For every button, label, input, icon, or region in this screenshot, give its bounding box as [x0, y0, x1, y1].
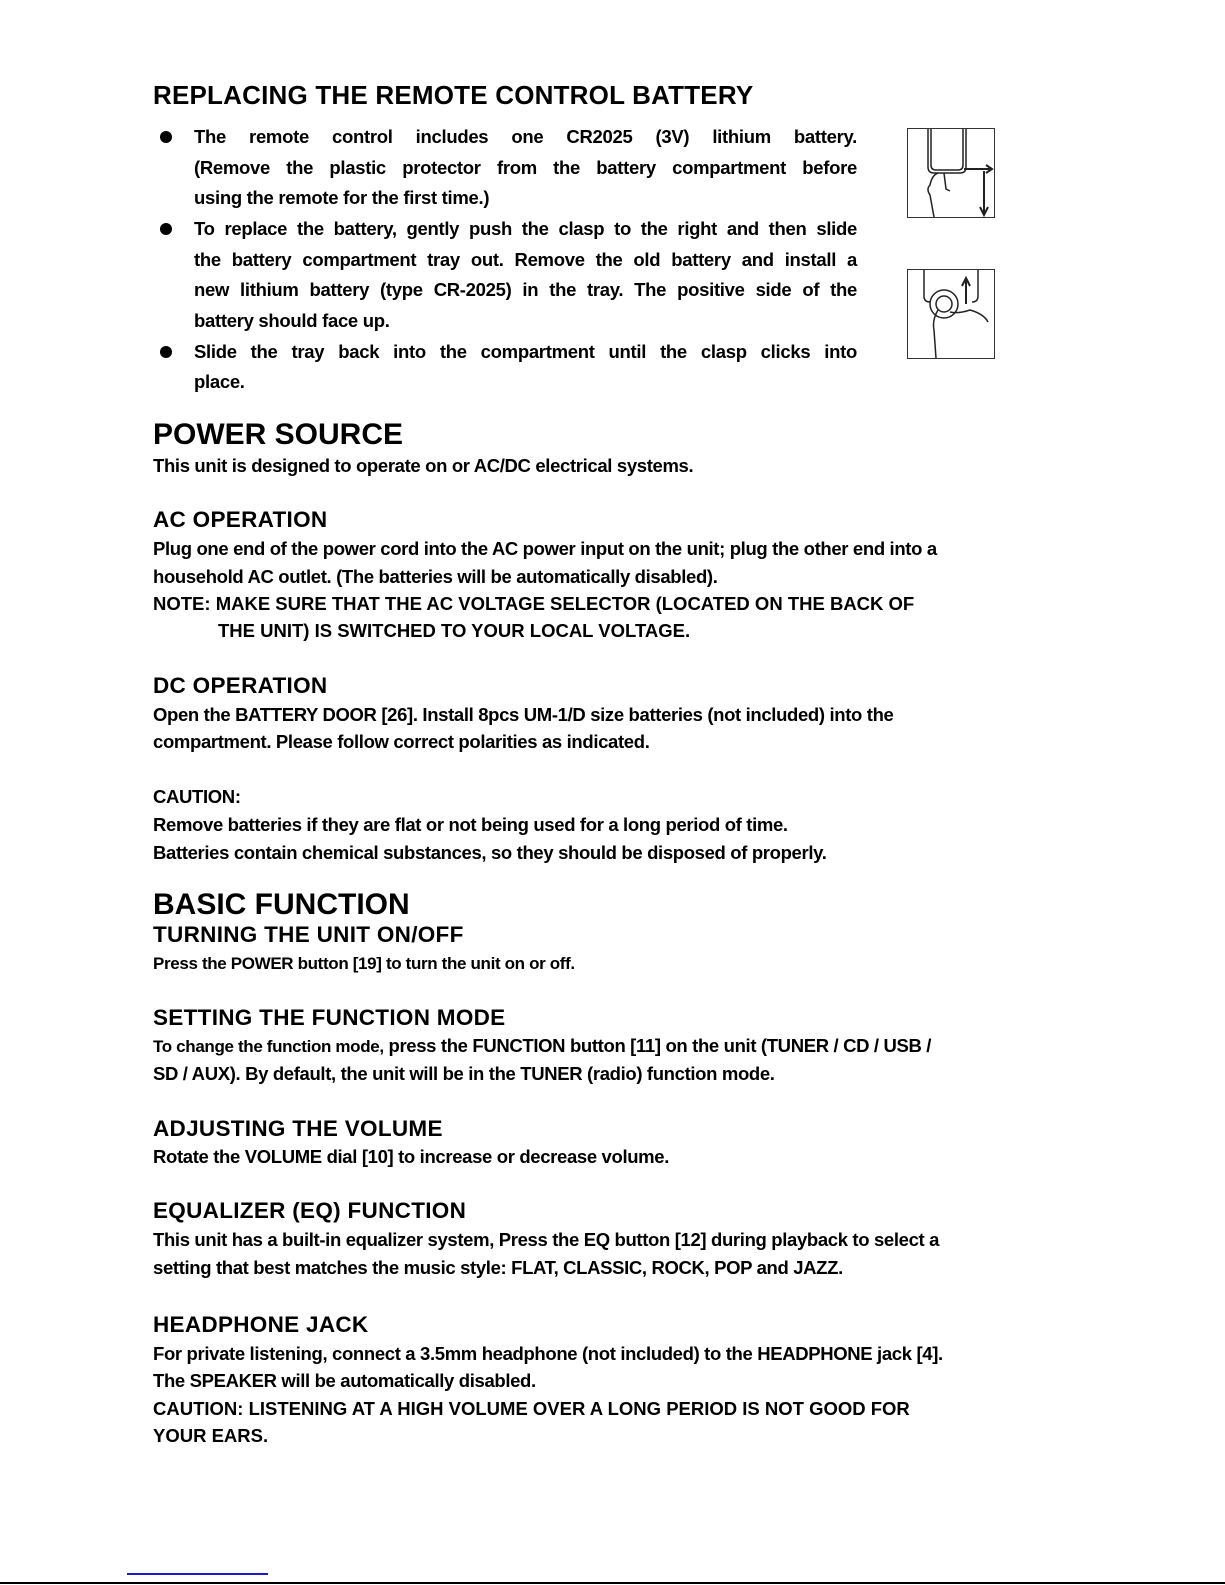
mode-line-start: To change the function mode, — [153, 1037, 384, 1056]
subsection-title-volume: ADJUSTING THE VOLUME — [153, 1116, 443, 1141]
headphone-line: For private listening, connect a 3.5mm headphone (not included) to the HEADPHONE jack [4]. — [153, 1343, 943, 1364]
bullet-line: The remote control includes one CR2025 (3V) lithium battery. — [194, 126, 857, 147]
headphone-caution: CAUTION: LISTENING AT A HIGH VOLUME OVER A LONG PERIOD IS NOT GOOD FOR — [153, 1398, 910, 1419]
ac-note: NOTE: MAKE SURE THAT THE AC VOLTAGE SELECTOR (LOCATED ON THE BACK OF — [153, 593, 915, 614]
dc-line: compartment. Please follow correct polarities as indicated. — [153, 731, 650, 752]
ac-note: THE UNIT) IS SWITCHED TO YOUR LOCAL VOLTAGE. — [218, 620, 691, 641]
dc-line: Open the BATTERY DOOR [26]. Install 8pcs UM-1/D size batteries (not included) into the — [153, 704, 894, 725]
bullet-line: using the remote for the first time.) — [194, 187, 490, 208]
headphone-line: The SPEAKER will be automatically disabled. — [153, 1370, 536, 1391]
subsection-title-ac: AC OPERATION — [153, 507, 328, 532]
ac-line: Plug one end of the power cord into the AC power input on the unit; plug the other end into a — [153, 538, 937, 559]
eq-line: setting that best matches the music style: FLAT, CLASSIC, ROCK, POP and JAZZ. — [153, 1257, 843, 1278]
subsection-title-onoff: TURNING THE UNIT ON/OFF — [153, 922, 464, 947]
section-title-basic-function: BASIC FUNCTION — [153, 888, 410, 921]
page-bottom-rule — [0, 1582, 1225, 1584]
subsection-title-mode: SETTING THE FUNCTION MODE — [153, 1005, 506, 1030]
ac-line: household AC outlet. (The batteries will be automatically disabled). — [153, 566, 718, 587]
caution-title: CAUTION: — [153, 786, 241, 807]
section-title-power-source: POWER SOURCE — [153, 418, 404, 451]
remote-clasp-illustration — [907, 128, 995, 218]
headphone-caution: YOUR EARS. — [153, 1425, 269, 1446]
caution-line: Batteries contain chemical substances, so they should be disposed of properly. — [153, 842, 827, 863]
bullet-line: the battery compartment tray out. Remove the old battery and install a — [194, 249, 857, 270]
bullet-line: new lithium battery (type CR-2025) in the tray. The positive side of the — [194, 279, 857, 300]
bullet-icon — [160, 131, 172, 143]
mode-line-end: press the FUNCTION button [11] on the unit (TUNER / CD / USB / — [383, 1035, 932, 1056]
mode-line: SD / AUX). By default, the unit will be in the TUNER (radio) function mode. — [153, 1063, 775, 1084]
volume-line: Rotate the VOLUME dial [10] to increase or decrease volume. — [153, 1146, 670, 1167]
remote-tray-illustration — [907, 269, 995, 359]
section-title-remote-battery: REPLACING THE REMOTE CONTROL BATTERY — [153, 80, 754, 110]
bullet-line: Slide the tray back into the compartment until the clasp clicks into — [194, 341, 857, 362]
subsection-title-dc: DC OPERATION — [153, 673, 328, 698]
subsection-title-eq: EQUALIZER (EQ) FUNCTION — [153, 1198, 467, 1223]
caution-line: Remove batteries if they are flat or not being used for a long period of time. — [153, 814, 788, 835]
bullet-line: place. — [194, 371, 245, 392]
bullet-icon — [160, 346, 172, 358]
bullet-line: battery should face up. — [194, 310, 390, 331]
bullet-icon — [160, 223, 172, 235]
mode-line — [153, 1034, 931, 1059]
bullet-line: (Remove the plastic protector from the battery compartment before — [194, 157, 857, 178]
footer-link-underline — [127, 1573, 268, 1575]
bullet-line: To replace the battery, gently push the clasp to the right and then slide — [194, 218, 857, 239]
eq-line: This unit has a built-in equalizer system, Press the EQ button [12] during playback to select a — [153, 1229, 940, 1250]
subsection-title-headphone: HEADPHONE JACK — [153, 1312, 369, 1337]
onoff-line: Press the POWER button [19] to turn the unit on or off. — [153, 954, 575, 973]
power-intro: This unit is designed to operate on or AC/DC electrical systems. — [153, 455, 694, 476]
